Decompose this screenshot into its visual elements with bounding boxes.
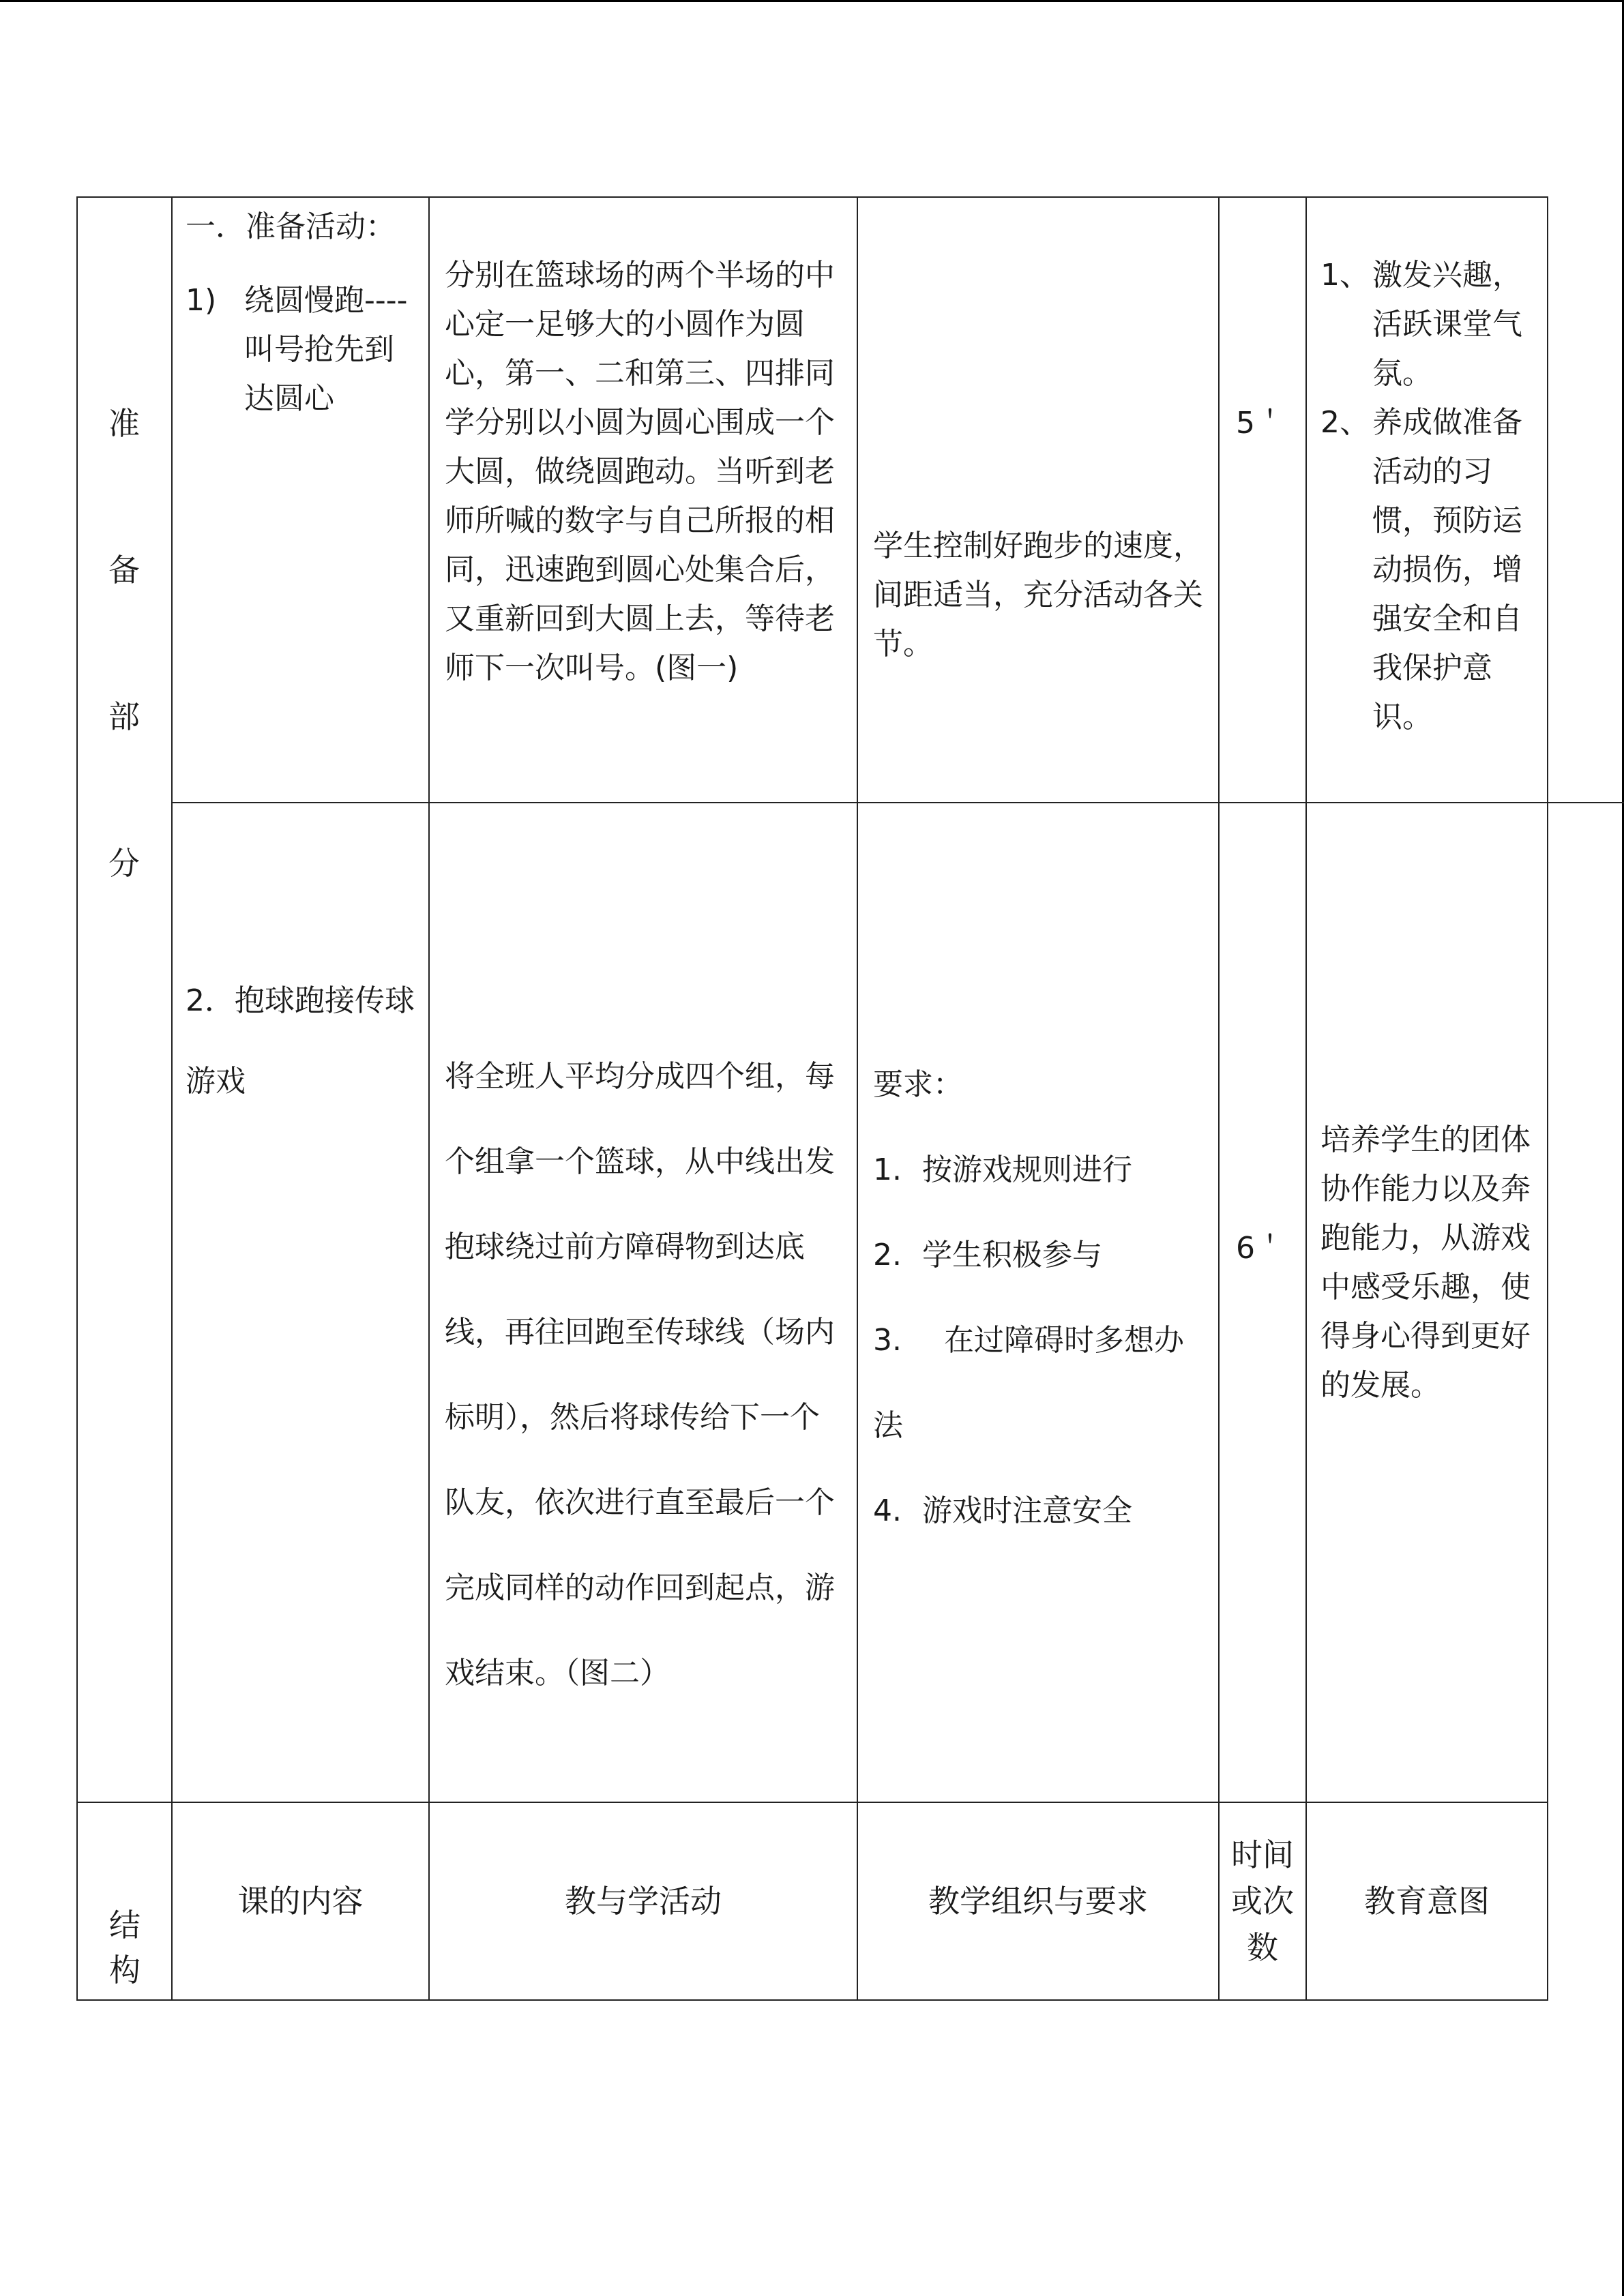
header-time-label: 时间或次数 [1231, 1836, 1294, 1966]
row1-item-text: 绕圆慢跑----叫号抢先到达圆心 [244, 283, 408, 416]
row1-content-item [186, 276, 417, 423]
row1-activity-text: 分别在篮球场的两个半场的中心定一足够大的小圆作为圆心，第一、二和第三、四排同学分别以小圆为圆心围成一个大圆，做绕圆跑动。当听到老师所喊的数字与自己所报的相同，迅速跑到圆心处集合后，又重新回到大圆上去，等待老师下一次叫号。(图一) [445, 258, 835, 685]
row2-organization-cell [873, 1042, 1207, 1553]
section-char: 部 [108, 698, 140, 735]
row2-requirement-item [873, 1127, 1207, 1212]
row1-activity-cell [445, 251, 844, 693]
row2-requirement-number: 1. [873, 1152, 902, 1187]
row2-time-text: 6＇ [1236, 1231, 1285, 1266]
row2-requirement-item [873, 1468, 1207, 1553]
row1-content-cell [186, 203, 417, 423]
row1-item-number: 1) [186, 283, 217, 318]
row2-requirement-text: 学生积极参与 [922, 1238, 1102, 1272]
row1-intent-number: 2、 [1320, 405, 1370, 440]
col-border-2 [428, 196, 430, 2001]
row2-content-text: 2．抱球跑接传球游戏 [186, 983, 415, 1099]
row1-intent-item [1320, 251, 1525, 398]
col-border-3 [857, 196, 858, 2001]
row2-intent-text: 培养学生的团体协作能力以及奔跑能力，从游戏中感受乐趣，使得身心得到更好的发展。 [1320, 1122, 1531, 1403]
header-activity-label: 教与学活动 [565, 1883, 722, 1920]
row2-activity-cell [445, 1034, 844, 1716]
row1-organization-cell [873, 522, 1207, 669]
header-structure-cell [80, 1903, 169, 1993]
row1-time-text: 5＇ [1236, 406, 1285, 441]
section-char: 准 [108, 405, 140, 442]
header-organization-cell [858, 1803, 1218, 1999]
row2-requirement-item [873, 1298, 1207, 1468]
header-intent-cell [1307, 1803, 1547, 1999]
row2-requirement-number: 4. [873, 1493, 902, 1528]
row1-intent-text: 养成做准备活动的习惯，预防运动损伤，增强安全和自我保护意识。 [1372, 405, 1522, 734]
row2-requirement-number: 2. [873, 1238, 902, 1272]
table-top-border [76, 196, 1548, 198]
row1-intent-cell [1320, 251, 1525, 742]
header-time-cell [1220, 1803, 1305, 1999]
row2-time-cell [1236, 1224, 1297, 1273]
row2-organization-heading: 要求： [873, 1067, 963, 1102]
row1-content-title: 一．准备活动： [186, 209, 396, 244]
row2-activity-text: 将全班人平均分成四个组，每个组拿一个篮球，从中线出发抱球绕过前方障碍物到达底线，再往回跑至传球线（场内标明），然后将球传给下一个队友，依次进行直至最后一个完成同样的动作回到起点，游戏结束。（图二） [445, 1059, 835, 1690]
row2-requirement-text: 在过障碍时多想办法 [873, 1323, 1184, 1443]
header-organization-label: 教学组织与要求 [928, 1883, 1148, 1920]
row2-content-cell [186, 961, 417, 1122]
row2-requirement-number: 3. [873, 1323, 902, 1358]
page-top-border [0, 0, 1624, 2]
header-structure-label: 结构 [109, 1907, 141, 1988]
col-border-right [1547, 196, 1548, 2001]
row1-intent-item [1320, 398, 1525, 742]
section-char: 分 [108, 845, 140, 882]
row2-requirement-text: 按游戏规则进行 [922, 1152, 1132, 1187]
col-border-4 [1218, 196, 1220, 2001]
row2-requirement-item [873, 1212, 1207, 1298]
header-activity-cell [430, 1803, 857, 1999]
col-border-5 [1305, 196, 1307, 2001]
row2-requirement-text: 游戏时注意安全 [922, 1493, 1132, 1528]
header-content-cell [173, 1803, 428, 1999]
row1-organization-text: 学生控制好跑步的速度，间距适当，充分活动各关节。 [873, 528, 1203, 661]
col-border-1 [171, 196, 173, 2001]
row1-time-cell [1236, 399, 1297, 448]
row-divider [172, 802, 1624, 803]
col-border-left [76, 196, 78, 2001]
row1-intent-number: 1、 [1320, 258, 1370, 293]
header-intent-label: 教育意图 [1364, 1883, 1490, 1920]
table-bottom-border [76, 1999, 1548, 2001]
row2-intent-cell [1320, 1116, 1533, 1410]
section-char: 备 [108, 552, 140, 588]
row1-intent-text: 激发兴趣，活跃课堂气氛。 [1372, 258, 1522, 391]
header-content-label: 课的内容 [237, 1883, 364, 1920]
